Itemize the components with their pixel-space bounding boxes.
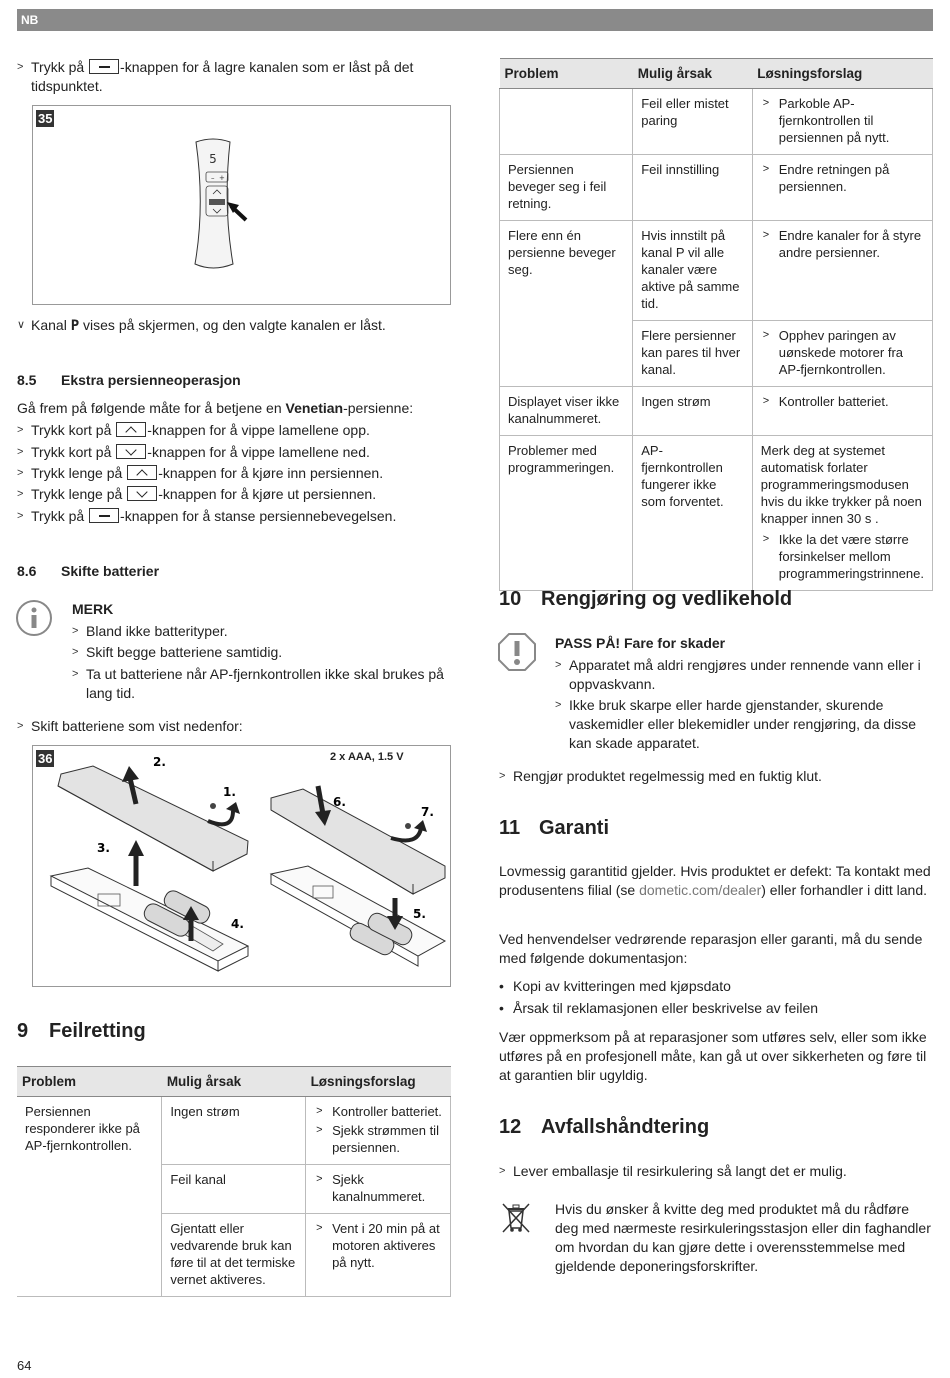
venetian-step: > Trykk lenge på -knappen for å kjøre ut persiennen. — [17, 486, 377, 502]
stop-key-icon — [89, 508, 119, 523]
remote-lock-illustration — [33, 106, 452, 306]
cause-cell: Ingen strøm — [162, 1097, 306, 1165]
figure-number: 36 — [38, 751, 53, 766]
remote-display: 5 — [209, 152, 217, 166]
section-8-6-heading: 8.6 Skifte batterier — [17, 563, 160, 579]
solution-cell: > Endre kanaler for å styre andre persienner. — [752, 221, 932, 321]
table-row — [17, 1097, 451, 1165]
bullet-marker: > — [17, 61, 24, 73]
figure-36 — [32, 745, 451, 987]
cleaning-step: > Rengjør produktet regelmessig med en fuktig klut. — [499, 768, 822, 784]
up-key-icon — [116, 422, 146, 437]
caution-icon — [497, 632, 537, 672]
solution-cell: > Endre retningen på persiennen. — [752, 155, 932, 221]
cause-cell: Hvis innstilt på kanal P vil alle kanaler være aktive på samme tid. — [633, 221, 753, 321]
solution-note: Merk deg at systemet automatisk forlater programmeringsmodusen hvis du ikke trykker på noen knapper innen 30 s . — [760, 443, 922, 526]
cause-cell: Gjentatt eller vedvarende bruk kan føre til at det termiske vernet aktiveres. — [162, 1214, 306, 1297]
cause-cell: Ingen strøm — [633, 387, 753, 436]
section-12-heading: 12 Avfallshåndtering — [499, 1116, 710, 1138]
venetian-step: > Trykk kort på -knappen for å vippe lamellene opp. — [17, 422, 370, 438]
warranty-list-item: • Kopi av kvitteringen med kjøpsdato — [499, 978, 731, 994]
column-header: Løsningsforslag — [752, 59, 932, 89]
svg-text:4.: 4. — [231, 917, 244, 931]
table-row — [500, 221, 933, 321]
language-code: NB — [21, 13, 39, 27]
solution-cell: > Opphev paringen av uønskede motorer fra AP-fjernkontrollen. — [752, 321, 932, 387]
table-row — [500, 436, 933, 591]
caution-title: PASS PÅ! Fare for skader — [555, 635, 726, 651]
svg-text:2.: 2. — [153, 755, 166, 769]
section-8-5-heading: 8.5 Ekstra persienneoperasjon — [17, 372, 241, 388]
note-title: MERK — [72, 601, 114, 617]
troubleshooting-table-1 — [17, 1066, 451, 1297]
table-row — [500, 387, 933, 436]
svg-text:5.: 5. — [413, 907, 426, 921]
warranty-paragraph: Vær oppmerksom på at reparasjoner som utføres selv, eller som ikke utføres på en profesjonell måte, kan gå ut over sikkerheten og føre til at garantien blir ugyldig. — [499, 1029, 927, 1083]
battery-step: > Skift batteriene som vist nedenfor: — [17, 718, 243, 734]
solution-cell: > Kontroller batteriet. — [752, 387, 932, 436]
cause-cell: Feil eller mistet paring — [633, 89, 753, 155]
battery-spec: 2 x AAA, 1.5 V — [330, 751, 404, 763]
weee-bin-icon — [499, 1200, 533, 1236]
down-key-icon — [127, 486, 157, 501]
note-item: > Bland ikke batterityper. — [72, 623, 228, 639]
solution-cell: > Parkoble AP-fjernkontrollen til persiennen på nytt. — [752, 89, 932, 155]
up-key-icon — [127, 465, 157, 480]
column-header: Problem — [500, 59, 633, 89]
solution-cell: > Kontroller batteriet. > Sjekk strømmen til persiennen. — [306, 1097, 451, 1165]
svg-text:+: + — [219, 174, 225, 182]
section-9-heading: 9 Feilretting — [17, 1020, 146, 1042]
problem-cell: Persiennen beveger seg i feil retning. — [500, 155, 633, 221]
problem-cell: Flere enn én persienne beveger seg. — [500, 221, 633, 387]
dealer-link[interactable]: dometic.com/dealer — [639, 882, 762, 898]
svg-text:–: – — [211, 174, 215, 182]
venetian-intro: Gå frem på følgende måte for å betjene en Venetian-persienne: — [17, 400, 414, 416]
down-key-icon — [116, 444, 146, 459]
note-item: > Skift begge batteriene samtidig. — [72, 644, 283, 660]
venetian-step: > Trykk på -knappen for å stanse persiennebevegelsen. — [17, 508, 397, 524]
solution-cell: > Vent i 20 min på at motoren aktiveres på nytt. — [306, 1214, 451, 1297]
column-header: Mulig årsak — [633, 59, 753, 89]
problem-cell: Displayet viser ikke kanalnummeret. — [500, 387, 633, 436]
weee-disposal-text: Hvis du ønsker å kvitte deg med produktet må du rådføre deg med nærmeste resirkuleringsstasjon eller din faghandler om hvordan du kan gjøre dette i overensstemmelse med gjeldende deponeringsforskrifter. — [555, 1201, 931, 1274]
caution-item: > Apparatet må aldri rengjøres under rennende vann eller i oppvaskvann. — [555, 657, 921, 692]
lock-channel-step: > Trykk på -knappen for å lagre kanalen som er låst på det tidspunktet. — [17, 59, 414, 94]
page-number: 64 — [17, 1358, 32, 1373]
venetian-step: > Trykk lenge på -knappen for å kjøre inn persiennen. — [17, 465, 384, 481]
info-icon — [15, 599, 53, 637]
table-row — [500, 89, 933, 155]
svg-text:3.: 3. — [97, 841, 110, 855]
section-10-heading: 10 Rengjøring og vedlikehold — [499, 588, 793, 610]
column-header: Problem — [17, 1067, 162, 1097]
troubleshooting-table-2 — [499, 58, 933, 591]
figure-number: 35 — [38, 111, 53, 126]
column-header: Løsningsforslag — [306, 1067, 451, 1097]
stop-key-icon — [89, 59, 119, 74]
note-item: > Ta ut batteriene når AP-fjernkontrollen ikke skal brukes på lang tid. — [72, 666, 444, 701]
warranty-paragraph: Ved henvendelser vedrørende reparasjon eller garanti, må du sende med følgende dokumentasjon: — [499, 931, 923, 966]
solution-cell: Merk deg at systemet automatisk forlater programmeringsmodusen hvis du ikke trykker på noen knapper innen 30 s . > Ikke la det være større forsinkelser mellom programmeringstrinnene. — [752, 436, 932, 591]
problem-cell: Persiennen responderer ikke på AP-fjernkontrollen. — [17, 1097, 162, 1297]
cause-cell: Feil innstilling — [633, 155, 753, 221]
recycling-step: > Lever emballasje til resirkulering så langt det er mulig. — [499, 1163, 847, 1179]
language-bar — [17, 9, 933, 31]
table-row — [500, 155, 933, 221]
svg-text:7.: 7. — [421, 805, 434, 819]
column-header: Mulig årsak — [162, 1067, 306, 1097]
lock-result: ∨ Kanal P vises på skjermen, og den valgte kanalen er låst. — [17, 317, 386, 334]
warranty-paragraph: Lovmessig garantitid gjelder. Hvis produktet er defekt: Ta kontakt med produsentens filial (se dometic.com/dealer) eller forhandler i ditt land. — [499, 863, 931, 898]
section-11-heading: 11 Garanti — [499, 817, 610, 839]
cause-cell: AP-fjernkontrollen fungerer ikke som forventet. — [633, 436, 753, 591]
problem-cell — [500, 89, 633, 155]
caution-item: > Ikke bruk skarpe eller harde gjenstander, skurende vaskemidler eller blekemidler under rengjøring, da disse kan skade apparatet. — [555, 697, 917, 751]
svg-text:6.: 6. — [333, 795, 346, 809]
figure-35 — [32, 105, 451, 305]
cause-cell: Feil kanal — [162, 1165, 306, 1214]
cause-cell: Flere persienner kan pares til hver kanal. — [633, 321, 753, 387]
warranty-list-item: • Årsak til reklamasjonen eller beskrivelse av feilen — [499, 1000, 819, 1016]
problem-cell: Problemer med programmeringen. — [500, 436, 633, 591]
svg-text:1.: 1. — [223, 785, 236, 799]
venetian-step: > Trykk kort på -knappen for å vippe lamellene ned. — [17, 444, 370, 460]
battery-replacement-illustration — [33, 746, 452, 988]
solution-cell: > Sjekk kanalnummeret. — [306, 1165, 451, 1214]
